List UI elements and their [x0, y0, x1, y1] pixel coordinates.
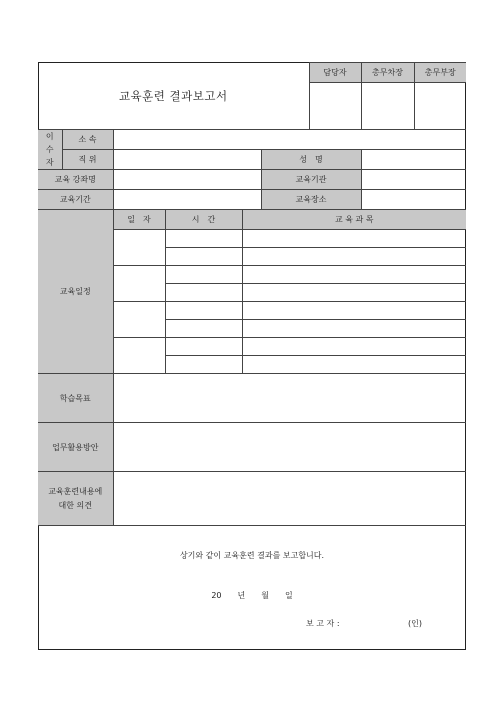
venue-label: 교육장소 — [261, 190, 361, 210]
approval-sign-manager[interactable] — [414, 83, 466, 130]
schedule-subject-cell[interactable] — [242, 284, 466, 302]
usage-plan-label: 업무활용방안 — [38, 423, 113, 472]
learning-goal-field[interactable] — [113, 374, 466, 423]
course-name-label: 교육 강좌명 — [38, 170, 113, 190]
schedule-date-cell[interactable] — [113, 230, 165, 266]
schedule-subject-cell[interactable] — [242, 230, 466, 248]
approval-header-deputy: 총무차장 — [361, 63, 414, 83]
schedule-subject-cell[interactable] — [242, 302, 466, 320]
trainee-label: 이 수 자 — [38, 130, 62, 170]
institution-label: 교육기관 — [261, 170, 361, 190]
reporter-label: 보 고 자 : — [306, 619, 340, 628]
report-date: 20 년 월 일 — [211, 591, 293, 600]
approval-sign-deputy[interactable] — [361, 83, 414, 130]
schedule-time-cell[interactable] — [165, 320, 242, 338]
closing-statement: 상기와 같이 교육훈련 결과를 보고합니다. — [179, 551, 325, 560]
approval-header-manager: 총무부장 — [414, 63, 466, 83]
schedule-time-cell[interactable] — [165, 338, 242, 356]
schedule-subject-header: 교 육 과 목 — [242, 210, 466, 230]
schedule-date-cell[interactable] — [113, 338, 165, 374]
position-field[interactable] — [113, 150, 261, 170]
schedule-date-cell[interactable] — [113, 266, 165, 302]
schedule-time-cell[interactable] — [165, 302, 242, 320]
schedule-subject-cell[interactable] — [242, 338, 466, 356]
opinion-field[interactable] — [113, 472, 466, 526]
usage-plan-field[interactable] — [113, 423, 466, 472]
name-field[interactable] — [361, 150, 466, 170]
affiliation-field[interactable] — [113, 130, 466, 150]
schedule-date-cell[interactable] — [113, 302, 165, 338]
schedule-time-cell[interactable] — [165, 230, 242, 248]
period-label: 교육기간 — [38, 190, 113, 210]
schedule-date-header: 일 자 — [113, 210, 165, 230]
schedule-subject-cell[interactable] — [242, 320, 466, 338]
reporter-name-field[interactable] — [355, 616, 407, 630]
affiliation-label: 소 속 — [62, 130, 113, 150]
closing-section — [38, 528, 466, 650]
schedule-time-header: 시 간 — [165, 210, 242, 230]
schedule-time-cell[interactable] — [165, 266, 242, 284]
period-field[interactable] — [113, 190, 261, 210]
schedule-time-cell[interactable] — [165, 284, 242, 302]
report-form — [38, 62, 466, 526]
approval-sign-staff[interactable] — [309, 83, 361, 130]
schedule-label: 교육일정 — [38, 210, 113, 374]
venue-field[interactable] — [361, 190, 466, 210]
document-title: 교육훈련 결과보고서 — [38, 63, 309, 130]
schedule-time-cell[interactable] — [165, 248, 242, 266]
schedule-subject-cell[interactable] — [242, 266, 466, 284]
schedule-subject-cell[interactable] — [242, 356, 466, 374]
seal-mark: (인) — [408, 619, 422, 628]
position-label: 직 위 — [62, 150, 113, 170]
schedule-subject-cell[interactable] — [242, 248, 466, 266]
opinion-label: 교육훈련내용에 대한 의견 — [38, 472, 113, 526]
institution-field[interactable] — [361, 170, 466, 190]
learning-goal-label: 학습목표 — [38, 374, 113, 423]
approval-header-staff: 담당자 — [309, 63, 361, 83]
course-name-field[interactable] — [113, 170, 261, 190]
name-label: 성 명 — [261, 150, 361, 170]
schedule-time-cell[interactable] — [165, 356, 242, 374]
